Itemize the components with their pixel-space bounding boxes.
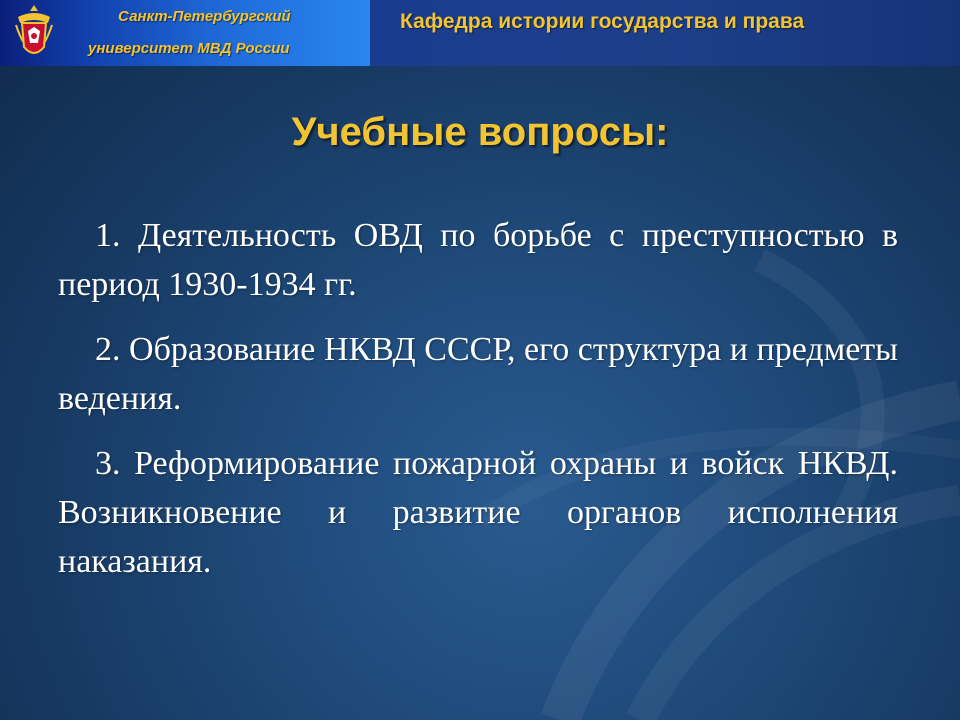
university-name-line2: университет МВД России: [88, 40, 290, 57]
header-university-panel: [0, 0, 370, 66]
mvd-emblem-icon: [14, 3, 54, 63]
question-item-3: 3. Реформирование пожарной охраны и войск НКВД. Возникновение и развитие органов исполнения наказания.: [58, 445, 898, 580]
slide-header: [0, 0, 960, 66]
department-name: Кафедра истории государства и права: [400, 10, 805, 33]
question-item-2: 2. Образование НКВД СССР, его структура и предметы ведения.: [58, 331, 898, 417]
university-name-line1: Санкт-Петербургский: [118, 8, 291, 25]
question-item-1: 1. Деятельность ОВД по борьбе с преступностью в период 1930-1934 гг.: [58, 217, 898, 303]
slide-title: Учебные вопросы:: [291, 110, 669, 154]
questions-list: [58, 211, 898, 602]
